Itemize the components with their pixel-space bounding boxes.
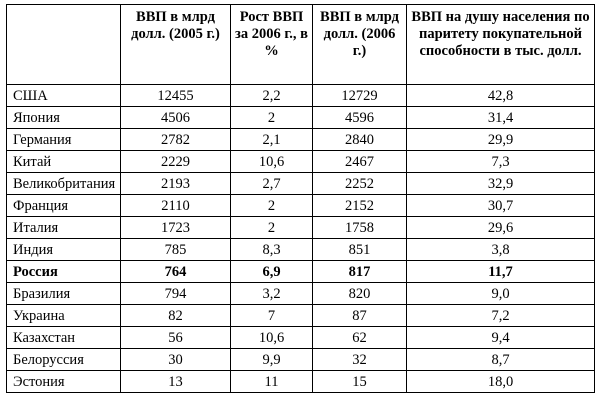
gdp-2006-cell: 87: [313, 305, 407, 327]
country-cell: Россия: [7, 261, 121, 283]
growth-cell: 2,2: [231, 85, 313, 107]
gdp-table: [6, 4, 595, 393]
country-cell: Великобритания: [7, 173, 121, 195]
growth-cell: 11: [231, 371, 313, 393]
gdp-per-capita-ppp-cell: 29,9: [407, 129, 595, 151]
table-row: [7, 195, 595, 217]
country-cell: США: [7, 85, 121, 107]
gdp-2006-cell: 62: [313, 327, 407, 349]
header-growth-2006: Рост ВВП за 2006 г., в %: [231, 5, 313, 85]
country-cell: Франция: [7, 195, 121, 217]
table-header: [7, 5, 595, 85]
table-body: [7, 85, 595, 393]
growth-cell: 3,2: [231, 283, 313, 305]
table-row: [7, 173, 595, 195]
table-row: [7, 217, 595, 239]
gdp-per-capita-ppp-cell: 32,9: [407, 173, 595, 195]
growth-cell: 6,9: [231, 261, 313, 283]
gdp-per-capita-ppp-cell: 30,7: [407, 195, 595, 217]
table-row: [7, 283, 595, 305]
header-row: [7, 5, 595, 85]
gdp-2005-cell: 794: [121, 283, 231, 305]
table-row: [7, 261, 595, 283]
table-row: [7, 327, 595, 349]
country-cell: Япония: [7, 107, 121, 129]
header-gdp-2006: ВВП в млрд долл. (2006 г.): [313, 5, 407, 85]
gdp-per-capita-ppp-cell: 7,2: [407, 305, 595, 327]
header-gdp-2005: ВВП в млрд долл. (2005 г.): [121, 5, 231, 85]
header-gdp-per-capita-ppp: ВВП на душу населения по паритету покупательной способности в тыс. долл.: [407, 5, 595, 85]
gdp-2005-cell: 12455: [121, 85, 231, 107]
gdp-2005-cell: 764: [121, 261, 231, 283]
gdp-per-capita-ppp-cell: 18,0: [407, 371, 595, 393]
growth-cell: 7: [231, 305, 313, 327]
growth-cell: 10,6: [231, 327, 313, 349]
header-country: [7, 5, 121, 85]
table-row: [7, 107, 595, 129]
table-row: [7, 151, 595, 173]
table-row: [7, 129, 595, 151]
gdp-2005-cell: 2229: [121, 151, 231, 173]
country-cell: Бразилия: [7, 283, 121, 305]
gdp-2005-cell: 2782: [121, 129, 231, 151]
growth-cell: 2,1: [231, 129, 313, 151]
gdp-table-container: [6, 4, 595, 393]
growth-cell: 2: [231, 107, 313, 129]
country-cell: Индия: [7, 239, 121, 261]
country-cell: Украина: [7, 305, 121, 327]
gdp-2006-cell: 15: [313, 371, 407, 393]
gdp-per-capita-ppp-cell: 42,8: [407, 85, 595, 107]
growth-cell: 10,6: [231, 151, 313, 173]
gdp-2005-cell: 2110: [121, 195, 231, 217]
table-row: [7, 371, 595, 393]
country-cell: Казахстан: [7, 327, 121, 349]
gdp-2005-cell: 785: [121, 239, 231, 261]
gdp-2006-cell: 2252: [313, 173, 407, 195]
gdp-2005-cell: 4506: [121, 107, 231, 129]
gdp-2006-cell: 32: [313, 349, 407, 371]
gdp-2005-cell: 13: [121, 371, 231, 393]
gdp-per-capita-ppp-cell: 11,7: [407, 261, 595, 283]
country-cell: Эстония: [7, 371, 121, 393]
gdp-2005-cell: 56: [121, 327, 231, 349]
gdp-2006-cell: 12729: [313, 85, 407, 107]
gdp-2006-cell: 4596: [313, 107, 407, 129]
gdp-2005-cell: 82: [121, 305, 231, 327]
gdp-per-capita-ppp-cell: 7,3: [407, 151, 595, 173]
growth-cell: 9,9: [231, 349, 313, 371]
gdp-2005-cell: 2193: [121, 173, 231, 195]
table-row: [7, 239, 595, 261]
gdp-per-capita-ppp-cell: 9,4: [407, 327, 595, 349]
country-cell: Китай: [7, 151, 121, 173]
gdp-per-capita-ppp-cell: 9,0: [407, 283, 595, 305]
growth-cell: 2: [231, 217, 313, 239]
gdp-2006-cell: 2152: [313, 195, 407, 217]
gdp-2006-cell: 820: [313, 283, 407, 305]
growth-cell: 2,7: [231, 173, 313, 195]
gdp-per-capita-ppp-cell: 3,8: [407, 239, 595, 261]
growth-cell: 8,3: [231, 239, 313, 261]
gdp-2006-cell: 851: [313, 239, 407, 261]
gdp-per-capita-ppp-cell: 31,4: [407, 107, 595, 129]
gdp-2006-cell: 1758: [313, 217, 407, 239]
gdp-per-capita-ppp-cell: 8,7: [407, 349, 595, 371]
gdp-2006-cell: 2467: [313, 151, 407, 173]
gdp-2006-cell: 2840: [313, 129, 407, 151]
country-cell: Италия: [7, 217, 121, 239]
table-row: [7, 349, 595, 371]
gdp-2005-cell: 30: [121, 349, 231, 371]
country-cell: Германия: [7, 129, 121, 151]
table-row: [7, 305, 595, 327]
gdp-per-capita-ppp-cell: 29,6: [407, 217, 595, 239]
gdp-2006-cell: 817: [313, 261, 407, 283]
table-row: [7, 85, 595, 107]
growth-cell: 2: [231, 195, 313, 217]
country-cell: Белоруссия: [7, 349, 121, 371]
gdp-2005-cell: 1723: [121, 217, 231, 239]
